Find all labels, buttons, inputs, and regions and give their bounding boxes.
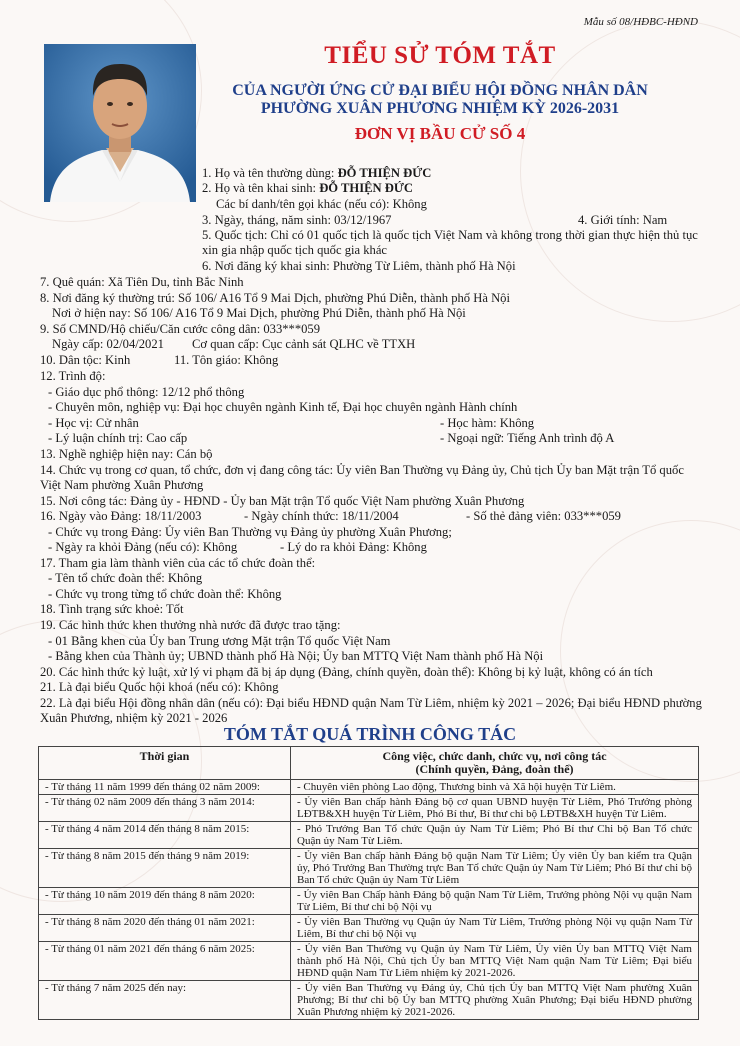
work-history-title: TÓM TẮT QUÁ TRÌNH CÔNG TÁC <box>223 724 517 744</box>
time-cell: - Từ tháng 7 năm 2025 đến nay: <box>39 981 291 1020</box>
party-card-number: - Số thẻ đảng viên: 033***059 <box>466 509 621 523</box>
form-code: Mẫu số 08/HĐBC-HĐND <box>583 16 698 28</box>
time-cell: - Từ tháng 02 năm 2009 đến tháng 3 năm 2014: <box>39 795 291 822</box>
table-row <box>39 981 699 1020</box>
description-cell: - Chuyên viên phòng Lao động, Thương binh và Xã hội huyện Từ Liêm. <box>291 780 699 795</box>
table-row <box>39 888 699 915</box>
award-item: - Bằng khen của Thành ủy; UBND thành phố Hà Nội; Ủy ban MTTQ Việt Nam thành phố Hà Nội <box>48 649 544 663</box>
table-row <box>39 795 699 822</box>
table-row <box>39 822 699 849</box>
workplace-line: 15. Nơi công tác: Đảng ủy - HĐND - Ủy ban Mặt trận Tổ quốc Việt Nam phường Xuân Phương <box>40 494 525 508</box>
table-row <box>39 849 699 888</box>
description-cell: - Ủy viên Ban chấp hành Đảng bộ quận Nam Từ Liêm; Ủy viên Ủy ban kiểm tra Quận ủy, Phó Trưởng Ban Thường trực Ban Tổ chức Quận ủy Nam Từ Liêm; Phó Bí thư chi bộ Ban Tổ chức Quận ủy Nam Từ Liêm <box>291 849 699 888</box>
page-subtitle: PHƯỜNG XUÂN PHƯƠNG NHIỆM KỲ 2026-2031 <box>260 100 620 117</box>
current-residence-line: Nơi ở hiện nay: Số 106/ A16 Tổ 9 Mai Dịch, phường Phú Diễn, thành phố Hà Nội <box>52 306 466 320</box>
nationality-line: 5. Quốc tịch: Chỉ có 01 quốc tịch là quốc tịch Việt Nam và không trong thời gian thực hiện thủ tục xin gia nhập quốc tịch quốc gia khác <box>202 228 698 257</box>
time-cell: - Từ tháng 4 năm 2014 đến tháng 8 năm 2015: <box>39 822 291 849</box>
table-row <box>39 780 699 795</box>
column-header-job-line: (Chính quyền, Đảng, đoàn thể) <box>415 762 574 776</box>
permanent-residence-line: 8. Nơi đăng ký thường trú: Số 106/ A16 Tổ 9 Mai Dịch, phường Phú Diễn, thành phố Hà Nội <box>40 291 510 305</box>
common-name-line <box>202 166 431 181</box>
time-cell: - Từ tháng 8 năm 2020 đến tháng 01 năm 2021: <box>39 915 291 942</box>
id-issue-date: Ngày cấp: 02/04/2021 <box>52 337 164 351</box>
occupation-line: 13. Nghề nghiệp hiện nay: Cán bộ <box>40 447 213 461</box>
academic-degree: - Học vị: Cử nhân <box>48 416 139 430</box>
field-label: 2. Họ và tên khai sinh: <box>202 181 320 195</box>
id-issuer: Cơ quan cấp: Cục cảnh sát QLHC về TTXH <box>192 337 416 351</box>
party-leave-date: - Ngày ra khỏi Đảng (nếu có): Không <box>48 540 238 554</box>
ethnicity-line: 10. Dân tộc: Kinh <box>40 353 131 367</box>
party-official-date: - Ngày chính thức: 18/11/2004 <box>244 509 399 523</box>
foreign-language: - Ngoại ngữ: Tiếng Anh trình độ A <box>440 431 615 445</box>
discipline-line: 20. Các hình thức kỷ luật, xử lý vi phạm đã bị áp dụng (Đảng, chính quyền, đoàn thể): Không bị kỷ luật, không có án tích <box>40 665 653 679</box>
portrait-illustration <box>44 44 196 202</box>
work-history-table <box>38 746 699 1020</box>
academic-title: - Học hàm: Không <box>440 416 535 430</box>
description-cell: - Phó Trưởng Ban Tổ chức Quận ủy Nam Từ Liêm; Phó Bí thư Chi bộ Ban Tổ chức Quận ủy Nam Từ Liêm. <box>291 822 699 849</box>
description-cell: - Ủy viên Ban Chấp hành Đảng bộ quận Nam Từ Liêm, Trưởng phòng Nội vụ quận Nam Từ Liêm, Bí thư chi bộ Nội vụ <box>291 888 699 915</box>
education-professional: - Chuyên môn, nghiệp vụ: Đại học chuyên ngành Kinh tế, Đại học chuyên ngành Hành chính <box>48 400 518 414</box>
party-join-date: 16. Ngày vào Đảng: 18/11/2003 <box>40 509 202 523</box>
page-subtitle: CỦA NGƯỜI ỨNG CỬ ĐẠI BIỂU HỘI ĐỒNG NHÂN DÂN <box>232 82 648 99</box>
column-header-time: Thời gian <box>39 747 291 780</box>
organization-position: - Chức vụ trong từng tổ chức đoàn thể: Không <box>48 587 282 601</box>
education-general: - Giáo dục phổ thông: 12/12 phổ thông <box>48 385 245 399</box>
awards-heading: 19. Các hình thức khen thưởng nhà nước đã được trao tặng: <box>40 618 341 632</box>
gender-line: 4. Giới tính: Nam <box>578 213 668 227</box>
time-cell: - Từ tháng 8 năm 2015 đến tháng 9 năm 2019: <box>39 849 291 888</box>
description-cell: - Ủy viên Ban Thường vụ Đảng ủy, Chủ tịch Ủy ban MTTQ Việt Nam phường Xuân Phương; Bí thư chi bộ Ủy ban MTTQ phường Xuân Phương; Đại biểu HĐND phường Xuân Phương nhiệm kỳ 2021-2026. <box>291 981 699 1020</box>
description-cell: - Ủy viên Ban Thường vụ Quận ủy Nam Từ Liêm, Trưởng phòng Nội vụ quận Nam Từ Liêm, Bí thư chi bộ Nội vụ <box>291 915 699 942</box>
id-number-line: 9. Số CMND/Hộ chiếu/Căn cước công dân: 033***059 <box>40 322 321 336</box>
alias-line: Các bí danh/tên gọi khác (nếu có): Không <box>216 197 427 211</box>
table-header-row <box>39 747 699 780</box>
political-theory: - Lý luận chính trị: Cao cấp <box>48 431 188 445</box>
electoral-unit-title: ĐƠN VỊ BẦU CỬ SỐ 4 <box>354 124 526 143</box>
description-cell: - Ủy viên Ban chấp hành Đảng bộ cơ quan UBND huyện Từ Liêm, Phó Trưởng phòng LĐTB&XH huyện Từ Liêm, Phó Bí thư, Bí thư chi bộ LĐTB&XH huyện Từ Liêm. <box>291 795 699 822</box>
description-cell: - Ủy viên Ban Thường vụ Quận ủy Nam Từ Liêm, Ủy viên Ủy ban MTTQ Việt Nam thành phố Hà Nội, Chủ tịch Ủy ban MTTQ Việt Nam quận Nam Từ Liêm; Đại biểu HĐND quận Nam Từ Liêm nhiệm kỳ 2021-2026. <box>291 942 699 981</box>
time-cell: - Từ tháng 01 năm 2021 đến tháng 6 năm 2025: <box>39 942 291 981</box>
birth-name-line <box>202 181 413 196</box>
time-cell: - Từ tháng 10 năm 2019 đến tháng 8 năm 2020: <box>39 888 291 915</box>
organizations-heading: 17. Tham gia làm thành viên của các tổ chức đoàn thể: <box>40 556 316 570</box>
portrait-photo <box>44 44 196 202</box>
award-item: - 01 Bằng khen của Ủy ban Trung ương Mặt trận Tổ quốc Việt Nam <box>48 634 391 648</box>
field-value: ĐỖ THIỆN ĐỨC <box>337 166 432 180</box>
column-header-job <box>291 747 699 780</box>
party-position: - Chức vụ trong Đảng: Ủy viên Ban Thường vụ Đảng ủy phường Xuân Phương; <box>48 525 452 539</box>
organization-name: - Tên tổ chức đoàn thể: Không <box>48 571 203 585</box>
field-value: ĐỖ THIỆN ĐỨC <box>319 181 413 195</box>
column-header-job-line: Công việc, chức danh, chức vụ, nơi công tác <box>382 749 607 763</box>
table-row <box>39 942 699 981</box>
table-row <box>39 915 699 942</box>
position-line: 14. Chức vụ trong cơ quan, tổ chức, đơn vị đang công tác: Ủy viên Ban Thường vụ Đảng ủy, Chủ tịch Ủy ban Mặt trận Tổ quốc Việt Nam phường Xuân Phương <box>40 463 684 492</box>
time-cell: - Từ tháng 11 năm 1999 đến tháng 02 năm 2009: <box>39 780 291 795</box>
page-title: TIỂU SỬ TÓM TẮT <box>324 42 556 69</box>
national-assembly-line: 21. Là đại biểu Quốc hội khoá (nếu có): Không <box>40 680 279 694</box>
education-heading: 12. Trình độ: <box>40 369 106 383</box>
health-line: 18. Tình trạng sức khoẻ: Tốt <box>40 602 184 616</box>
hometown-line: 7. Quê quán: Xã Tiên Du, tỉnh Bắc Ninh <box>40 275 244 289</box>
religion-line: 11. Tôn giáo: Không <box>174 353 279 367</box>
birth-date-line: 3. Ngày, tháng, năm sinh: 03/12/1967 <box>202 213 392 227</box>
party-leave-reason: - Lý do ra khỏi Đảng: Không <box>280 540 427 554</box>
birth-registration-line: 6. Nơi đăng ký khai sinh: Phường Từ Liêm, thành phố Hà Nội <box>202 259 516 273</box>
peoples-council-line: 22. Là đại biểu Hội đồng nhân dân (nếu có): Đại biểu HĐND quận Nam Từ Liêm, nhiệm kỳ 2021 – 2026; Đại biểu HĐND phường Xuân Phương, nhiệm kỳ 2021 - 2026 <box>40 696 702 725</box>
field-label: 1. Họ và tên thường dùng: <box>202 166 338 180</box>
